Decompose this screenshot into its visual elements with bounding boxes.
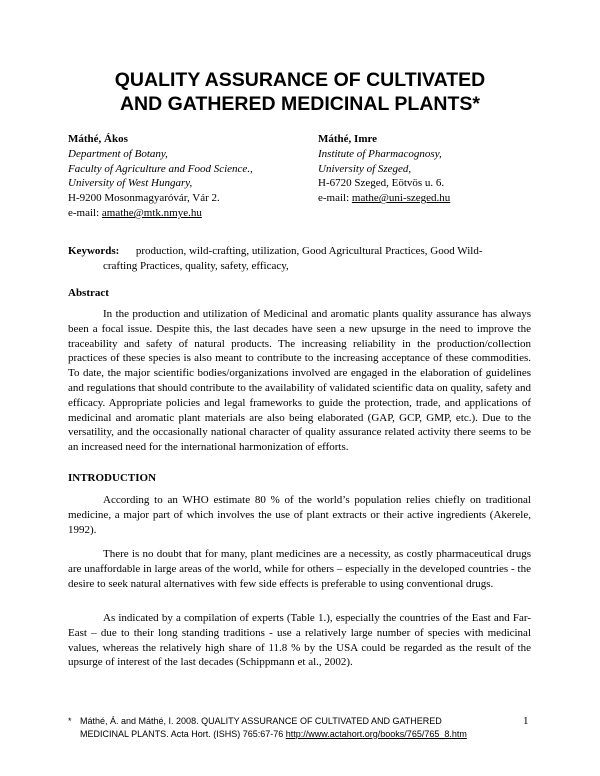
- page-number: 1: [523, 715, 529, 727]
- author-affiliation-line: University of West Hungary,: [68, 177, 193, 190]
- introduction-paragraph-2: There is no doubt that for many, plant medicines are a necessity, as costly pharmaceutical drugs are unaffordable in large areas of the world, while for others – especially in the developed countries - the desire to seek natural alternatives with few side effects is preferable to using conventional drugs.: [68, 548, 531, 590]
- footnote-url-link[interactable]: http://www.actahort.org/books/765/765_8.htm: [285, 728, 467, 739]
- abstract-paragraph: In the production and utilization of Medicinal and aromatic plants quality assurance has always been a focal issue. Despite this, the last decades have seen a new upsurge in the need to improve the traceability and safety of natural products. The increasing reliability in the production/collection practices of these species is also meant to contribute to the increasing acceptance of these commodities. To date, the major scientific bodies/organizations involved are engaged in the elaboration of guidelines and regulations that should contribute to the availability of validated scientific data on quality, safety and efficacy. Appropriate policies and legal frameworks to guide the protection, trade, and applications of medicinal and aromatic plant materials are also being elaborated (GAP, GCP, GMP, etc.). Due to the versatility, and the occasionally national character of quality assurance related activity there seems to be an increased need for the international harmonization of efforts.: [68, 308, 531, 454]
- author-affiliation-line: Faculty of Agriculture and Food Science.,: [68, 162, 253, 175]
- keywords-text-2: crafting Practices, quality, safety, efficacy,: [103, 259, 289, 272]
- author-block-1: [68, 132, 253, 221]
- footnote: [68, 715, 467, 740]
- footnote-marker: *: [68, 716, 72, 726]
- keywords-block: [68, 244, 531, 274]
- author-email-line: [318, 191, 450, 206]
- email-label: e-mail:: [68, 206, 102, 219]
- footnote-line-2: [68, 728, 467, 741]
- author-name: Máthé, Ákos: [68, 133, 128, 145]
- author-email-link[interactable]: mathe@uni-szeged.hu: [351, 192, 451, 205]
- author-block-2: [318, 132, 450, 206]
- author-address: H-6720 Szeged, Eötvös u. 6.: [318, 177, 445, 190]
- keywords-line-1: [68, 244, 531, 259]
- introduction-paragraph-3: As indicated by a compilation of experts (Table 1.), especially the countries of the East and Far-East – due to their long standing traditions - use a relatively large number of species with medicinal values, whereas the relatively high share of 11.8 % by the USA could be regarded as the result of the upsurge of interest of the last decades (Schippmann et al., 2002).: [68, 612, 531, 669]
- paper-title: [40, 68, 560, 116]
- author-address: H-9200 Mosonmagyaróvár, Vár 2.: [68, 192, 220, 205]
- introduction-paragraph-1: According to an WHO estimate 80 % of the world’s population relies chiefly on traditional medicine, a major part of which involves the use of plant extracts or their active ingredients (Akerele, 1992).: [68, 494, 531, 536]
- author-email-line: [68, 206, 253, 221]
- author-affiliation-line: University of Szeged,: [318, 162, 412, 175]
- author-affiliation-line: Department of Botany,: [68, 147, 168, 160]
- keywords-text-1: production, wild-crafting, utilization, Good Agricultural Practices, Good Wild-: [135, 245, 483, 257]
- abstract-heading: Abstract: [68, 287, 109, 299]
- author-email-link[interactable]: amathe@mtk.nmye.hu: [101, 206, 202, 219]
- author-affiliation-line: Institute of Pharmacognosy,: [318, 147, 442, 160]
- keywords-label: Keywords:: [68, 245, 120, 257]
- email-label: e-mail:: [318, 192, 352, 205]
- paper-title-line-1: QUALITY ASSURANCE OF CULTIVATED: [114, 69, 486, 91]
- footnote-citation: MEDICINAL PLANTS. Acta Hort. (ISHS) 765:67-76: [80, 728, 286, 739]
- paper-title-line-2: AND GATHERED MEDICINAL PLANTS*: [119, 93, 481, 115]
- author-name: Máthé, Imre: [318, 133, 378, 145]
- footnote-line-1: Máthé, Á. and Máthé, I. 2008. QUALITY ASSURANCE OF CULTIVATED AND GATHERED: [80, 716, 442, 726]
- introduction-heading: INTRODUCTION: [68, 472, 157, 484]
